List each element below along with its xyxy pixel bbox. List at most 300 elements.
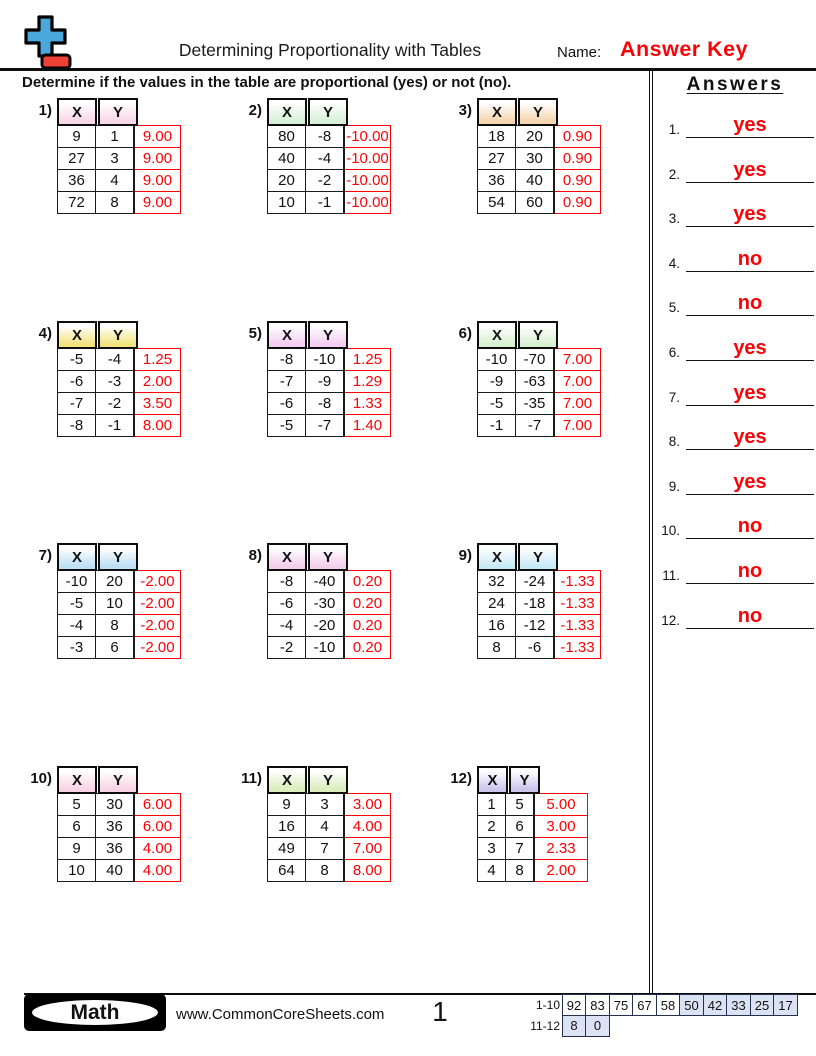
col-header-x: X	[477, 98, 517, 126]
score-cell: 92	[562, 994, 587, 1016]
answer-number: 4.	[668, 255, 680, 271]
table-row	[268, 794, 391, 816]
value-ratio-table	[57, 125, 181, 214]
col-header-x: X	[267, 766, 307, 794]
x-value: -6	[268, 593, 306, 615]
ratio-value: 7.00	[554, 393, 601, 415]
page-title: Determining Proportionality with Tables	[178, 40, 482, 60]
table-row	[478, 126, 601, 148]
x-value: 10	[58, 860, 96, 882]
table-header-row	[57, 98, 181, 126]
score-cell: 83	[585, 994, 610, 1016]
table-row	[478, 816, 588, 838]
answer-value: yes	[686, 337, 814, 361]
answer-value: no	[686, 292, 814, 316]
problem-number: 2)	[248, 102, 262, 119]
ratio-value: 0.90	[554, 148, 601, 170]
table-row	[268, 349, 391, 371]
score-range-label: 11-12	[530, 1018, 560, 1033]
col-header-x: X	[477, 321, 517, 349]
answer-number: 8.	[668, 434, 680, 450]
ratio-value: 9.00	[134, 126, 181, 148]
score-cell: 67	[632, 994, 657, 1016]
answer-number: 3.	[668, 211, 680, 227]
problem-3	[442, 98, 647, 223]
ratio-value: 2.00	[134, 371, 181, 393]
value-ratio-table	[477, 348, 601, 437]
table-row	[268, 571, 391, 593]
ratio-value: -1.33	[554, 615, 601, 637]
table-row	[58, 794, 181, 816]
table-row	[478, 794, 588, 816]
table-row	[58, 393, 181, 415]
y-value: -8	[306, 393, 345, 415]
score-row	[524, 1015, 798, 1037]
table-row	[478, 393, 601, 415]
problem-5	[232, 321, 437, 446]
table-row	[268, 192, 391, 214]
table-row	[268, 816, 391, 838]
score-cell: 42	[703, 994, 728, 1016]
ratio-value: 3.00	[344, 794, 391, 816]
table-row	[58, 615, 181, 637]
problem-number: 7)	[38, 547, 52, 564]
answer-value: no	[686, 605, 814, 629]
problem-table	[267, 321, 391, 437]
instruction-text: Determine if the values in the table are proportional (yes) or not (no).	[22, 74, 512, 91]
table-row	[478, 593, 601, 615]
ratio-value: 0.90	[554, 192, 601, 214]
col-header-x: X	[57, 321, 97, 349]
value-ratio-table	[267, 793, 391, 882]
col-header-y: Y	[98, 766, 138, 794]
ratio-value: -2.00	[134, 615, 181, 637]
answer-number: 11.	[662, 568, 680, 583]
col-header-x: X	[57, 98, 97, 126]
ratio-value: 8.00	[134, 415, 181, 437]
y-value: 7	[306, 838, 345, 860]
table-row	[268, 415, 391, 437]
x-value: 2	[478, 816, 506, 838]
score-grid	[524, 994, 798, 1037]
table-row	[58, 192, 181, 214]
value-ratio-table	[57, 348, 181, 437]
table-row	[58, 838, 181, 860]
x-value: 80	[268, 126, 306, 148]
x-value: -4	[58, 615, 96, 637]
x-value: -7	[58, 393, 96, 415]
answer-number: 2.	[668, 166, 680, 182]
ratio-value: -1.33	[554, 637, 601, 659]
y-value: -18	[516, 593, 555, 615]
score-cell: 0	[585, 1015, 610, 1037]
problem-table	[477, 321, 601, 437]
x-value: 1	[478, 794, 506, 816]
y-value: 20	[516, 126, 555, 148]
problem-table	[267, 98, 391, 214]
y-value: -4	[306, 148, 345, 170]
x-value: -8	[268, 571, 306, 593]
table-row	[58, 126, 181, 148]
problem-1	[22, 98, 227, 223]
x-value: 6	[58, 816, 96, 838]
answer-key-label: Answer Key	[620, 37, 749, 61]
col-header-x: X	[267, 321, 307, 349]
ratio-value: 1.29	[344, 371, 391, 393]
ratio-value: -10.00	[344, 192, 391, 214]
ratio-value: 1.25	[344, 349, 391, 371]
table-row	[58, 371, 181, 393]
problem-9	[442, 543, 647, 668]
page-number: 1	[432, 996, 448, 1027]
score-cells	[563, 994, 798, 1016]
y-value: 60	[516, 192, 555, 214]
problem-number: 8)	[248, 547, 262, 564]
y-value: 8	[96, 615, 135, 637]
col-header-x: X	[477, 766, 508, 794]
table-header-row	[267, 321, 391, 349]
y-value: 36	[96, 816, 135, 838]
table-row	[58, 415, 181, 437]
y-value: -12	[516, 615, 555, 637]
answer-value: no	[686, 560, 814, 584]
problem-table	[267, 543, 391, 659]
answer-number: 10.	[661, 523, 680, 539]
ratio-value: 0.20	[344, 593, 391, 615]
x-value: -4	[268, 615, 306, 637]
problem-table	[57, 98, 181, 214]
table-row	[478, 148, 601, 170]
x-value: 9	[58, 126, 96, 148]
problem-6	[442, 321, 647, 446]
y-value: 36	[96, 838, 135, 860]
answer-number: 5.	[668, 300, 680, 316]
x-value: 24	[478, 593, 516, 615]
problem-number: 12)	[450, 770, 472, 787]
answer-number: 1.	[668, 122, 680, 137]
y-value: 8	[506, 860, 535, 882]
x-value: -8	[58, 415, 96, 437]
col-header-x: X	[477, 543, 517, 571]
y-value: 30	[96, 794, 135, 816]
x-value: 20	[268, 170, 306, 192]
value-ratio-table	[477, 793, 588, 882]
ratio-value: -10.00	[344, 148, 391, 170]
ratio-value: 4.00	[134, 860, 181, 882]
x-value: 36	[478, 170, 516, 192]
table-row	[58, 170, 181, 192]
table-row	[478, 170, 601, 192]
ratio-value: 6.00	[134, 816, 181, 838]
col-header-y: Y	[518, 321, 558, 349]
y-value: -7	[306, 415, 345, 437]
answer-item	[656, 602, 814, 629]
y-value: -10	[306, 637, 345, 659]
answer-value: yes	[686, 426, 814, 450]
ratio-value: 5.00	[534, 794, 588, 816]
x-value: -8	[268, 349, 306, 371]
answer-number: 7.	[668, 389, 680, 405]
y-value: -6	[516, 637, 555, 659]
score-cell: 8	[562, 1015, 587, 1037]
answer-item	[656, 468, 814, 495]
y-value: -63	[516, 371, 555, 393]
x-value: -2	[268, 637, 306, 659]
table-row	[478, 838, 588, 860]
ratio-value: 3.50	[134, 393, 181, 415]
table-header-row	[267, 98, 391, 126]
score-cell: 25	[750, 994, 775, 1016]
problem-table	[267, 766, 391, 882]
answer-number: 12.	[661, 612, 680, 628]
header-rule	[0, 68, 816, 71]
y-value: -70	[516, 349, 555, 371]
ratio-value: 7.00	[344, 838, 391, 860]
y-value: -1	[306, 192, 345, 214]
y-value: -35	[516, 393, 555, 415]
table-row	[478, 637, 601, 659]
x-value: 4	[478, 860, 506, 882]
table-header-row	[477, 98, 601, 126]
problem-table	[57, 321, 181, 437]
ratio-value: 2.33	[534, 838, 588, 860]
problem-number: 1)	[38, 102, 52, 119]
answer-value: yes	[686, 114, 814, 138]
y-value: 30	[516, 148, 555, 170]
answer-item	[656, 512, 814, 539]
ratio-value: 0.90	[554, 170, 601, 192]
col-header-y: Y	[308, 321, 348, 349]
y-value: -4	[96, 349, 135, 371]
ratio-value: 4.00	[134, 838, 181, 860]
col-header-y: Y	[518, 543, 558, 571]
table-header-row	[57, 766, 181, 794]
y-value: 4	[306, 816, 345, 838]
problem-table	[57, 543, 181, 659]
ratio-value: 0.20	[344, 571, 391, 593]
ratio-value: 9.00	[134, 148, 181, 170]
x-value: -6	[268, 393, 306, 415]
ratio-value: 1.33	[344, 393, 391, 415]
problem-number: 11)	[241, 770, 262, 787]
answer-item	[656, 245, 814, 272]
x-value: 18	[478, 126, 516, 148]
x-value: 16	[268, 816, 306, 838]
answers-divider	[649, 70, 653, 994]
x-value: 9	[268, 794, 306, 816]
x-value: 40	[268, 148, 306, 170]
problem-number: 3)	[458, 102, 472, 119]
problem-7	[22, 543, 227, 668]
x-value: 16	[478, 615, 516, 637]
y-value: -30	[306, 593, 345, 615]
col-header-y: Y	[308, 543, 348, 571]
ratio-value: 7.00	[554, 349, 601, 371]
name-label: Name:	[557, 44, 602, 61]
y-value: 8	[96, 192, 135, 214]
col-header-y: Y	[509, 766, 540, 794]
problem-4	[22, 321, 227, 446]
table-row	[268, 838, 391, 860]
problem-table	[477, 98, 601, 214]
x-value: 54	[478, 192, 516, 214]
y-value: -20	[306, 615, 345, 637]
y-value: 3	[96, 148, 135, 170]
answer-item	[656, 423, 814, 450]
answer-item	[656, 200, 814, 227]
answer-value: yes	[686, 382, 814, 406]
ratio-value: 7.00	[554, 415, 601, 437]
ratio-value: -2.00	[134, 571, 181, 593]
x-value: -9	[478, 371, 516, 393]
x-value: -5	[58, 593, 96, 615]
ratio-value: 1.25	[134, 349, 181, 371]
score-range-label: 1-10	[535, 998, 560, 1012]
table-row	[478, 349, 601, 371]
x-value: 3	[478, 838, 506, 860]
value-ratio-table	[477, 125, 601, 214]
problem-11	[232, 766, 437, 891]
y-value: 40	[516, 170, 555, 192]
x-value: -5	[478, 393, 516, 415]
x-value: 64	[268, 860, 306, 882]
ratio-value: -1.33	[554, 571, 601, 593]
table-row	[478, 860, 588, 882]
x-value: 5	[58, 794, 96, 816]
table-row	[478, 571, 601, 593]
y-value: -3	[96, 371, 135, 393]
y-value: -2	[306, 170, 345, 192]
ratio-value: 9.00	[134, 170, 181, 192]
answer-value: yes	[686, 203, 814, 227]
answer-number: 9.	[668, 478, 680, 494]
col-header-x: X	[57, 766, 97, 794]
y-value: -24	[516, 571, 555, 593]
table-row	[58, 349, 181, 371]
ratio-value: 4.00	[344, 816, 391, 838]
subject-badge-label: Math	[30, 998, 160, 1027]
y-value: 20	[96, 571, 135, 593]
subject-badge	[24, 994, 166, 1031]
ratio-value: 7.00	[554, 371, 601, 393]
col-header-x: X	[57, 543, 97, 571]
ratio-value: 8.00	[344, 860, 391, 882]
y-value: 4	[96, 170, 135, 192]
ratio-value: -2.00	[134, 637, 181, 659]
y-value: 6	[96, 637, 135, 659]
answers-title: Answers	[686, 74, 784, 95]
ratio-value: 1.40	[344, 415, 391, 437]
x-value: 27	[478, 148, 516, 170]
x-value: 10	[268, 192, 306, 214]
problem-number: 5)	[248, 325, 262, 342]
ratio-value: -1.33	[554, 593, 601, 615]
x-value: -3	[58, 637, 96, 659]
table-row	[268, 860, 391, 882]
table-row	[268, 126, 391, 148]
ratio-value: 9.00	[134, 192, 181, 214]
table-header-row	[57, 321, 181, 349]
problem-number: 9)	[458, 547, 472, 564]
value-ratio-table	[267, 125, 391, 214]
x-value: -10	[58, 571, 96, 593]
y-value: 6	[506, 816, 535, 838]
value-ratio-table	[57, 793, 181, 882]
table-row	[268, 371, 391, 393]
ratio-value: 0.20	[344, 637, 391, 659]
ratio-value: 2.00	[534, 860, 588, 882]
problem-table	[477, 543, 601, 659]
value-ratio-table	[57, 570, 181, 659]
answer-item	[656, 111, 814, 138]
col-header-y: Y	[98, 543, 138, 571]
ratio-value: 6.00	[134, 794, 181, 816]
x-value: -5	[58, 349, 96, 371]
problem-number: 10)	[30, 770, 52, 787]
answer-value: no	[686, 515, 814, 539]
col-header-y: Y	[308, 98, 348, 126]
score-cell: 58	[656, 994, 681, 1016]
x-value: -7	[268, 371, 306, 393]
table-row	[58, 148, 181, 170]
plus-minus-logo	[20, 14, 72, 76]
x-value: 49	[268, 838, 306, 860]
col-header-x: X	[267, 98, 307, 126]
score-cell: 33	[726, 994, 751, 1016]
table-row	[268, 170, 391, 192]
answer-value: yes	[686, 159, 814, 183]
score-row	[524, 994, 798, 1016]
score-cell: 17	[773, 994, 798, 1016]
col-header-y: Y	[98, 321, 138, 349]
problem-12	[442, 766, 647, 891]
y-value: -7	[516, 415, 555, 437]
y-value: 10	[96, 593, 135, 615]
x-value: -6	[58, 371, 96, 393]
table-row	[58, 593, 181, 615]
table-header-row	[477, 543, 601, 571]
ratio-value: -10.00	[344, 170, 391, 192]
problem-number: 4)	[38, 325, 52, 342]
score-cells	[563, 1015, 610, 1037]
x-value: 27	[58, 148, 96, 170]
y-value: -2	[96, 393, 135, 415]
y-value: -1	[96, 415, 135, 437]
y-value: -40	[306, 571, 345, 593]
ratio-value: -2.00	[134, 593, 181, 615]
table-row	[268, 393, 391, 415]
x-value: 9	[58, 838, 96, 860]
problem-2	[232, 98, 437, 223]
y-value: 40	[96, 860, 135, 882]
problem-8	[232, 543, 437, 668]
y-value: 7	[506, 838, 535, 860]
table-row	[58, 571, 181, 593]
table-row	[58, 637, 181, 659]
answer-number: 6.	[668, 345, 680, 360]
website-url: www.CommonCoreSheets.com	[176, 1006, 385, 1023]
answer-value: yes	[686, 471, 814, 495]
value-ratio-table	[267, 348, 391, 437]
plus-minus-logo-icon	[20, 14, 72, 71]
ratio-value: -10.00	[344, 126, 391, 148]
table-row	[268, 148, 391, 170]
table-row	[478, 415, 601, 437]
x-value: -10	[478, 349, 516, 371]
ratio-value: 0.20	[344, 615, 391, 637]
y-value: 8	[306, 860, 345, 882]
table-row	[478, 192, 601, 214]
